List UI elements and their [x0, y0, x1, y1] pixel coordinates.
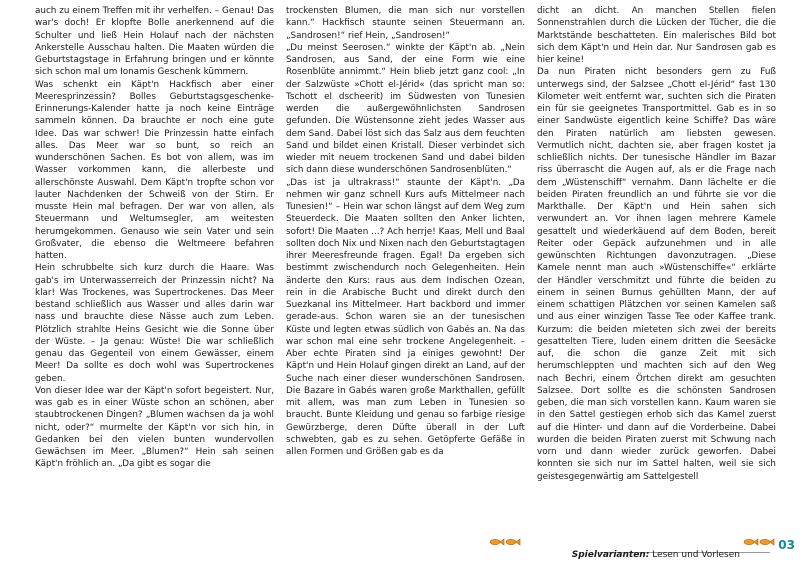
fish-icon	[742, 537, 782, 547]
page-number: 03	[778, 538, 795, 552]
text-column-2	[286, 5, 525, 541]
footer-label	[572, 550, 740, 560]
paragraph: trockensten Blumen, die man sich nur vorstellen kann.“ Hackfisch staunte seinen Steuermann an. „Sandrosen!“ rief Hein, „Sandrosen!“	[286, 6, 525, 41]
fish-icon	[488, 537, 528, 547]
paragraph: dicht an dicht. An manchen Stellen fielen Sonnenstrahlen durch die Lücken der Tücher, die die Marktstände beschatteten. Ein malerisches Bild bot sich dem Käpt'n und Hein dar. Nur Sandrosen gab es hier keine!	[537, 6, 776, 65]
paragraph: „Das ist ja ultrakrass!“ staunte der Käpt'n. „Da nehmen wir ganz schnell Kurs aufs Mittelmeer nach Tunesien!“ – Hein war schon längst auf dem Weg zum Steuerdeck. Die Maaten sollten den Anker lichten, sofort! Die Maaten ...? Ach herrje! Kaas, Mell und Baal sollten doch Nix und Nixen nach den Geburtstagtagen ihrer Meeresfreunde fragen. Egal! Da ergeben sich bestimmt zwischendurch noch Gelegenheiten. Hein änderte den Kurs: raus aus dem Indischen Ozean, rein in die Arabische Bucht und direkt durch den Suezkanal ins Mittelmeer. Hart backbord und immer gerade-aus. Schon waren sie an der tunesischen Küste und legten etwas südlich von Gabés an. Na das war schon mal eine sehr trockene Angelegenheit. – Aber echte Piraten sind ja einiges gewohnt! Der Käpt'n und Hein Holauf gingen direkt an Land, auf der Suche nach einer dieser wunderschönen Sandrosen. Die Bazare in Gabés waren große Markthallen, gefüllt mit allem, was man zum Leben in Tunesien so braucht. Bunte Kleidung und genau so farbige riesige Gewürzberge, deren Düfte überall in der Luft schwebten, gab es zu sehen. Getöpferte Gefäße in allen Formen und Größen gab es da	[286, 177, 525, 457]
paragraph: auch zu einem Treffen mit ihr verhelfen. – Genau! Das war's doch! Er klopfte Bolle anerkennend auf die Schulter und ließ Hein Holauf nach der nächsten Ankerstelle Ausschau halten. Die Maaten würden die Geburtstagstage in Erfahrung bringen und er könnte sich schon mal um Ionamis Geschenk kümmern.	[35, 6, 274, 78]
paragraph: Da nun Piraten nicht besonders gern zu Fuß unterwegs sind, der Salzsee „Chott el-Jérid“ fast 130 Kilometer weit entfernt war, suchten sich die Piraten ein für sie geeignetes Transportmittel. Gab es in so einer Sandwüste eigentlich keine Schiffe? Das wäre den Piraten natürlich am liebsten gewesen. Vermutlich nicht, dachten sie, aber fragen kostet ja schließlich nichts. Der tunesische Händler im Bazar riss überrascht die Augen auf, als er die Frage nach dem „Wüstenschiff“ vernahm. Dann lächelte er die beiden Piraten freundlich an und führte sie vor die Markthalle. Der Käpt'n und Hein sahen sich verwundert an. Vor ihnen lagen mehrere Kamele gesattelt und wiederkäuend auf dem Boden, bereit Reiter oder Gepäck aufzunehmen und in alle gewünschten Richtungen davonzutragen. „Diese Kamele nennt man auch »Wüstenschiffe«“ erklärte der Händler verschmitzt und führte die beiden zu einem in seinen Burnus gehüllten Mann, der auf einem schattigen Plätzchen vor seinen Kamelen saß und aus einer winzigen Tasse Tee oder Kaffee trank. Kurzum: die beiden mieteten sich zwei der bereits gesattelten Tiere, luden einem dritten die Seesäcke auf, die schon die ganze Zeit mit sich herumschleppten und machten sich auf den Weg nach Bechri, einem Örtchen direkt am gesuchten Salzsee. Dort sollte es die schönsten Sandrosen geben, die man sich vorstellen kann. Kaum waren sie in den Sattel gestiegen erhob sich das Kamel zuerst auf die Hinter- und dann auf die Vorderbeine. Dabei wurden die beiden Piraten zuerst mit Schwung nach vorn und dann wieder zurück geworfen. Dabei konnten sie sich nur im Sattel halten, weil sie sich geistesgegenwärtig am Sattelgestell	[537, 67, 776, 482]
paragraph: „Du meinst Seerosen.“ winkte der Käpt'n ab. „Nein Sandrosen, aus Sand, der eine Form wie eine Rosenblüte annimmt.“ Hein blieb jetzt ganz cool: „In der Salzwüste »Chott el-Jérid« (das spricht man so: Tschott el dscheerit) im Südwesten von Tunesien werden die außergewöhnlichsten Sandrosen gefunden. Die Wüstensonne zieht jedes Wasser aus dem Sand. Dabei löst sich das Salz aus dem feuchten Sand und bildet einen Kristall. Dieser verbindet sich wieder mit neuem trockenen Sand und dabei bilden sich dann diese wunderschönen Sandrosenblüten.“	[286, 42, 525, 176]
paragraph: Hein schrubbelte sich kurz durch die Haare. Was gab's im Unterwasserreich der Prinzessin nicht? Na klar! Was Trockenes, was Supertrockenes. Das Meer bestand schließlich aus Wasser und alles darin war nass und brauchte diese Nässe auch zum Leben. Plötzlich strahlte Heins Gesicht wie die Sonne über der Wüste. – Ja genau: Wüste! Die war schließlich genau das Gegenteil von einem Gewässer, einem Meer! Da sollte es doch wohl was Supertrockenes geben.	[35, 263, 274, 384]
page-footer	[0, 538, 800, 576]
paragraph: Was schenkt ein Käpt'n Hackfisch aber einer Meeresprinzessin? Bolles Geburtstagsgeschenke-Erinnerungs-Kalender hatte ja noch keine Einträge sammeln können. Da brauchte er noch eine gute Idee. Das war schwer! Die Prinzessin hatte einfach alles. Das Meer war so bunt, so reich an wunderschönen Sachen. Es bot von allem, was im Wasser vorkommen kann, die allerbeste und allerschönste Auswahl. Dem Käpt'n tropfte schon vor lauter Nachdenken der Schweiß von der Stirn. Er musste Hein mal befragen. Der war von allen, als Steuermann und Weltumsegler, am weitesten herumgekommen. Genauso wie sein Vater und sein Großvater, die ebenso die Weltmeere befahren hatten.	[35, 79, 274, 261]
text-column-1	[35, 5, 274, 541]
paragraph: Von dieser Idee war der Käpt'n sofort begeistert. Nur, was gab es in einer Wüste schon an schönen, aber staubtrockenen Dingen? „Blumen wachsen da ja wohl nicht, oder?“ murmelte der Käpt'n vor sich hin, in Gedanken bei den vielen bunten wundervollen Gewächsen im Meer. „Blumen?“ Hein sah seinen Käpt'n fröhlich an. „Da gibt es sogar die	[35, 385, 274, 470]
footer-label-rest: Lesen und Vorlesen	[652, 550, 740, 560]
footer-label-bold: Spielvarianten:	[571, 550, 650, 560]
text-column-3	[537, 5, 776, 541]
